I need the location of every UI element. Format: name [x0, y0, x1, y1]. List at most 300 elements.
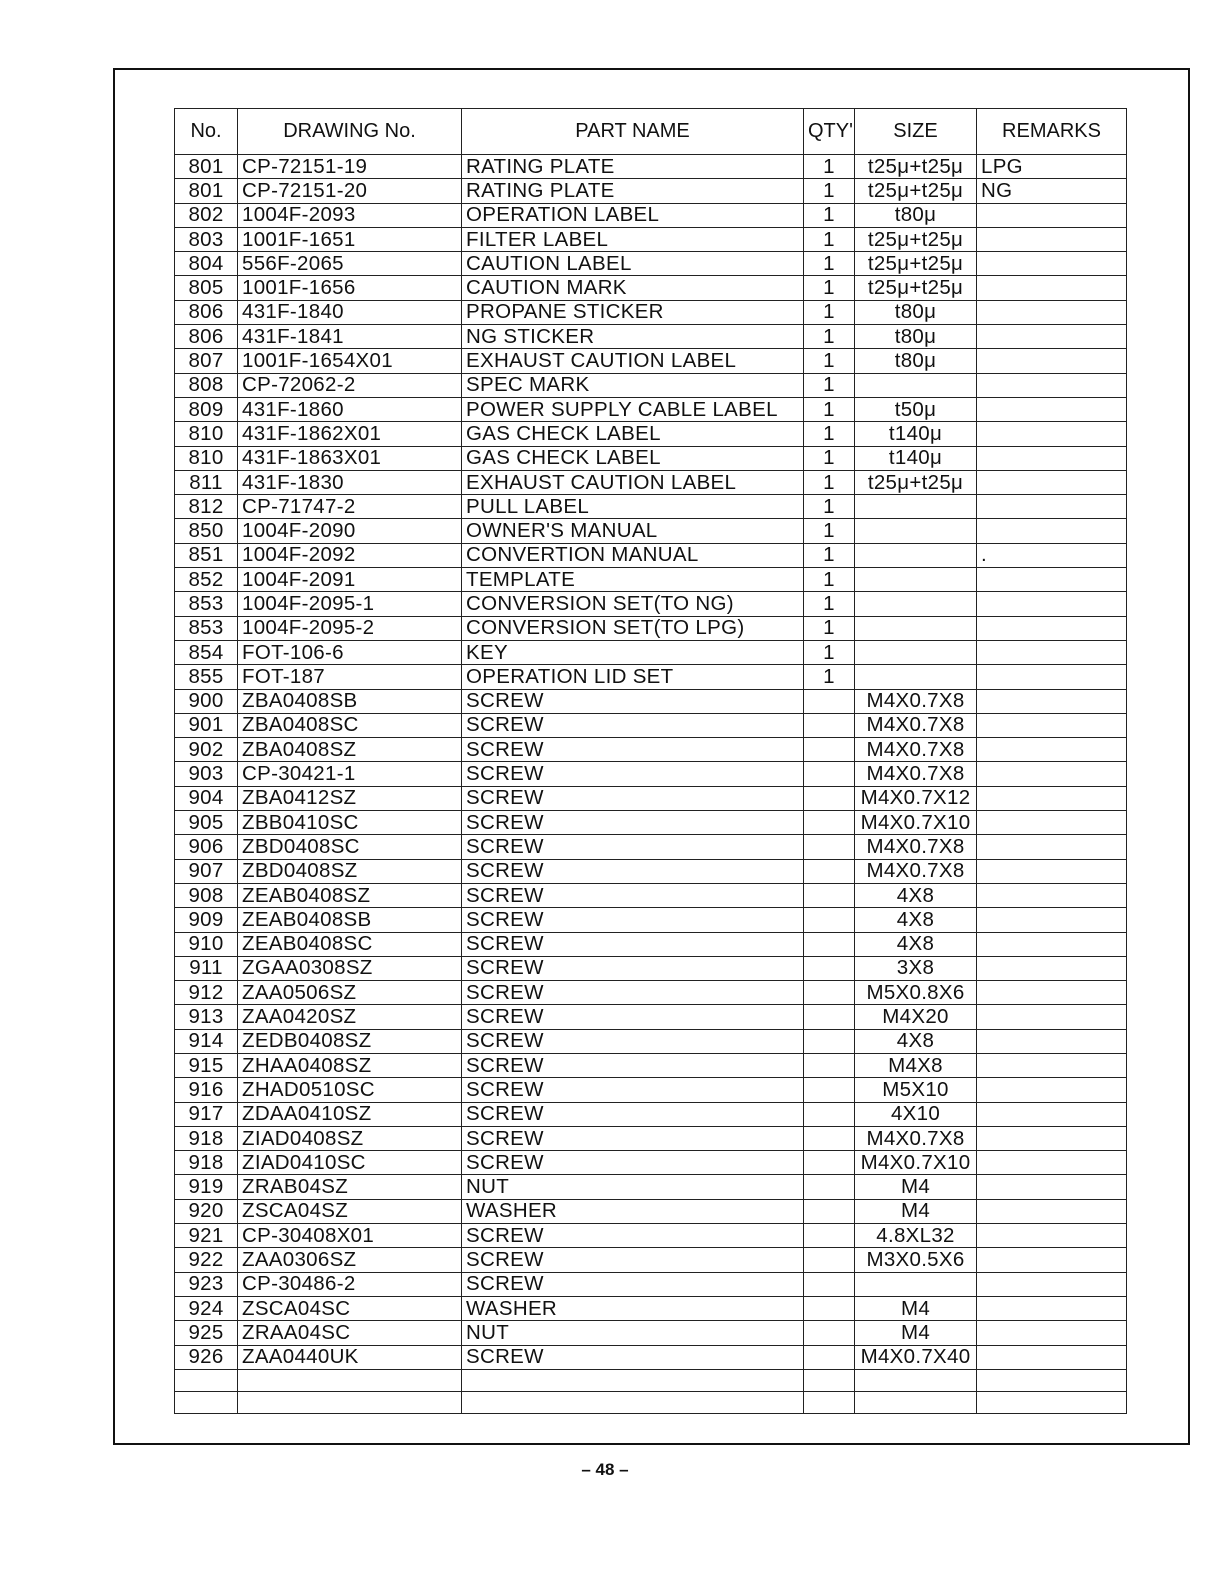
cell-qty [804, 859, 855, 883]
cell-remarks [977, 495, 1127, 519]
cell-size [855, 592, 977, 616]
table-row [175, 811, 1127, 835]
cell-remarks [977, 1272, 1127, 1296]
cell-part-name: WASHER [462, 1296, 804, 1320]
cell-part-name: SCREW [462, 1345, 804, 1369]
cell-drawing-no: ZSCA04SZ [238, 1199, 462, 1223]
cell-part-name: CONVERSION SET(TO LPG) [462, 616, 804, 640]
cell-size: 4X10 [855, 1102, 977, 1126]
cell-part-name: GAS CHECK LABEL [462, 446, 804, 470]
cell-remarks [977, 1248, 1127, 1272]
cell-remarks [977, 325, 1127, 349]
cell-remarks [977, 1102, 1127, 1126]
cell-part-name: WASHER [462, 1199, 804, 1223]
cell-size: t80μ [855, 349, 977, 373]
cell-qty: 1 [804, 300, 855, 324]
cell-row-no: 855 [175, 665, 238, 689]
cell-qty [804, 738, 855, 762]
cell-drawing-no: CP-72151-20 [238, 179, 462, 203]
cell-qty [804, 1053, 855, 1077]
cell-drawing-no: CP-30486-2 [238, 1272, 462, 1296]
table-row [175, 1272, 1127, 1296]
cell-remarks [977, 1005, 1127, 1029]
cell-qty [804, 932, 855, 956]
cell-qty [804, 1224, 855, 1248]
table-row [175, 446, 1127, 470]
cell-qty: 1 [804, 592, 855, 616]
cell-part-name: NUT [462, 1175, 804, 1199]
cell-row-no: 904 [175, 786, 238, 810]
cell-part-name: SCREW [462, 762, 804, 786]
cell-size [855, 616, 977, 640]
cell-qty [804, 835, 855, 859]
cell-part-name: SCREW [462, 883, 804, 907]
cell-row-no: 917 [175, 1102, 238, 1126]
table-row [175, 665, 1127, 689]
cell-size: M4X0.7X8 [855, 859, 977, 883]
table-row [175, 349, 1127, 373]
empty-cell [238, 1391, 462, 1413]
empty-cell [462, 1369, 804, 1391]
table-row [175, 276, 1127, 300]
table-row [175, 568, 1127, 592]
table-row [175, 883, 1127, 907]
cell-drawing-no: 431F-1830 [238, 470, 462, 494]
cell-qty [804, 981, 855, 1005]
table-row [175, 981, 1127, 1005]
cell-size: M5X10 [855, 1078, 977, 1102]
cell-qty: 1 [804, 227, 855, 251]
table-row [175, 1151, 1127, 1175]
cell-size [855, 543, 977, 567]
table-row [175, 325, 1127, 349]
cell-qty [804, 956, 855, 980]
cell-remarks [977, 1126, 1127, 1150]
cell-row-no: 806 [175, 325, 238, 349]
cell-qty: 1 [804, 179, 855, 203]
cell-size: t25μ+t25μ [855, 155, 977, 179]
cell-drawing-no: ZAA0506SZ [238, 981, 462, 1005]
table-row [175, 835, 1127, 859]
cell-drawing-no: ZAA0440UK [238, 1345, 462, 1369]
empty-cell [175, 1391, 238, 1413]
cell-part-name: SCREW [462, 1272, 804, 1296]
cell-drawing-no: FOT-106-6 [238, 640, 462, 664]
cell-drawing-no: ZBA0408SB [238, 689, 462, 713]
cell-drawing-no: ZEAB0408SZ [238, 883, 462, 907]
cell-qty: 1 [804, 665, 855, 689]
cell-part-name: SCREW [462, 1029, 804, 1053]
cell-part-name: OPERATION LABEL [462, 203, 804, 227]
table-row [175, 1175, 1127, 1199]
cell-part-name: CONVERTION MANUAL [462, 543, 804, 567]
cell-size: t140μ [855, 446, 977, 470]
cell-qty [804, 1272, 855, 1296]
table-row [175, 762, 1127, 786]
cell-drawing-no: ZBD0408SC [238, 835, 462, 859]
blank-row [175, 1391, 1127, 1413]
cell-size: M4X0.7X8 [855, 762, 977, 786]
cell-drawing-no: ZAA0420SZ [238, 1005, 462, 1029]
cell-row-no: 804 [175, 252, 238, 276]
table-header-row [175, 109, 1127, 155]
cell-qty: 1 [804, 203, 855, 227]
cell-row-no: 854 [175, 640, 238, 664]
header-part-name: PART NAME [462, 109, 804, 155]
cell-qty: 1 [804, 325, 855, 349]
table-row [175, 1005, 1127, 1029]
cell-drawing-no: ZHAD0510SC [238, 1078, 462, 1102]
cell-qty [804, 908, 855, 932]
cell-remarks [977, 1151, 1127, 1175]
cell-remarks [977, 592, 1127, 616]
cell-size: M4X20 [855, 1005, 977, 1029]
cell-drawing-no: 1001F-1654X01 [238, 349, 462, 373]
table-row [175, 495, 1127, 519]
empty-cell [855, 1391, 977, 1413]
cell-part-name: SCREW [462, 689, 804, 713]
table-row [175, 227, 1127, 251]
cell-part-name: SCREW [462, 1126, 804, 1150]
cell-part-name: SCREW [462, 859, 804, 883]
table-row [175, 252, 1127, 276]
cell-part-name: SCREW [462, 738, 804, 762]
cell-row-no: 920 [175, 1199, 238, 1223]
cell-drawing-no: 1004F-2090 [238, 519, 462, 543]
cell-row-no: 806 [175, 300, 238, 324]
cell-row-no: 922 [175, 1248, 238, 1272]
empty-cell [804, 1369, 855, 1391]
cell-size: M4X0.7X8 [855, 689, 977, 713]
cell-remarks [977, 1321, 1127, 1345]
table-row [175, 543, 1127, 567]
cell-drawing-no: ZIAD0408SZ [238, 1126, 462, 1150]
cell-qty: 1 [804, 252, 855, 276]
cell-part-name: SCREW [462, 713, 804, 737]
table-row [175, 1248, 1127, 1272]
cell-qty: 1 [804, 616, 855, 640]
cell-remarks [977, 300, 1127, 324]
cell-drawing-no: CP-72062-2 [238, 373, 462, 397]
table-row [175, 1078, 1127, 1102]
cell-remarks [977, 665, 1127, 689]
table-row [175, 1345, 1127, 1369]
table-row [175, 1053, 1127, 1077]
cell-part-name: SCREW [462, 1151, 804, 1175]
cell-qty [804, 1102, 855, 1126]
cell-qty: 1 [804, 568, 855, 592]
cell-drawing-no: CP-71747-2 [238, 495, 462, 519]
empty-cell [977, 1369, 1127, 1391]
cell-part-name: EXHAUST CAUTION LABEL [462, 470, 804, 494]
cell-size: M4 [855, 1199, 977, 1223]
cell-qty: 1 [804, 155, 855, 179]
cell-drawing-no: 431F-1862X01 [238, 422, 462, 446]
cell-remarks [977, 568, 1127, 592]
cell-part-name: PROPANE STICKER [462, 300, 804, 324]
cell-remarks [977, 811, 1127, 835]
cell-size: 4X8 [855, 883, 977, 907]
cell-row-no: 812 [175, 495, 238, 519]
cell-part-name: SCREW [462, 1102, 804, 1126]
cell-row-no: 905 [175, 811, 238, 835]
empty-cell [855, 1369, 977, 1391]
cell-row-no: 913 [175, 1005, 238, 1029]
cell-row-no: 809 [175, 397, 238, 421]
cell-remarks [977, 276, 1127, 300]
cell-row-no: 919 [175, 1175, 238, 1199]
cell-qty: 1 [804, 373, 855, 397]
cell-drawing-no: ZEAB0408SB [238, 908, 462, 932]
cell-part-name: FILTER LABEL [462, 227, 804, 251]
cell-qty [804, 883, 855, 907]
cell-size [855, 665, 977, 689]
cell-row-no: 901 [175, 713, 238, 737]
cell-drawing-no: 431F-1863X01 [238, 446, 462, 470]
cell-row-no: 925 [175, 1321, 238, 1345]
cell-row-no: 852 [175, 568, 238, 592]
empty-cell [462, 1391, 804, 1413]
cell-size: M4X0.7X8 [855, 1126, 977, 1150]
table-row [175, 1296, 1127, 1320]
cell-part-name: SCREW [462, 1248, 804, 1272]
cell-size: t25μ+t25μ [855, 276, 977, 300]
cell-remarks [977, 519, 1127, 543]
cell-size: M3X0.5X6 [855, 1248, 977, 1272]
cell-drawing-no: ZSCA04SC [238, 1296, 462, 1320]
cell-row-no: 921 [175, 1224, 238, 1248]
cell-row-no: 912 [175, 981, 238, 1005]
cell-remarks [977, 616, 1127, 640]
cell-part-name: SCREW [462, 981, 804, 1005]
cell-qty: 1 [804, 519, 855, 543]
cell-row-no: 918 [175, 1126, 238, 1150]
cell-qty: 1 [804, 397, 855, 421]
cell-qty: 1 [804, 470, 855, 494]
cell-part-name: RATING PLATE [462, 179, 804, 203]
cell-qty [804, 811, 855, 835]
cell-row-no: 918 [175, 1151, 238, 1175]
cell-part-name: CAUTION MARK [462, 276, 804, 300]
cell-row-no: 850 [175, 519, 238, 543]
header-qty: QTY' [804, 109, 855, 155]
cell-remarks [977, 786, 1127, 810]
cell-drawing-no: 431F-1840 [238, 300, 462, 324]
table-row [175, 592, 1127, 616]
cell-row-no: 801 [175, 155, 238, 179]
cell-remarks [977, 883, 1127, 907]
cell-row-no: 801 [175, 179, 238, 203]
empty-cell [175, 1369, 238, 1391]
cell-drawing-no: 431F-1841 [238, 325, 462, 349]
cell-drawing-no: 1004F-2095-2 [238, 616, 462, 640]
cell-remarks [977, 835, 1127, 859]
cell-qty: 1 [804, 640, 855, 664]
cell-remarks: LPG [977, 155, 1127, 179]
table-row [175, 738, 1127, 762]
table-row [175, 155, 1127, 179]
cell-qty [804, 1151, 855, 1175]
table-row [175, 397, 1127, 421]
cell-size: M4X0.7X10 [855, 1151, 977, 1175]
cell-size: t140μ [855, 422, 977, 446]
table-row [175, 689, 1127, 713]
cell-remarks [977, 762, 1127, 786]
cell-qty: 1 [804, 495, 855, 519]
cell-drawing-no: ZBA0408SC [238, 713, 462, 737]
cell-row-no: 803 [175, 227, 238, 251]
cell-qty [804, 1078, 855, 1102]
cell-drawing-no: ZBD0408SZ [238, 859, 462, 883]
cell-row-no: 810 [175, 446, 238, 470]
cell-remarks [977, 1175, 1127, 1199]
header-remarks: REMARKS [977, 109, 1127, 155]
cell-drawing-no: 1001F-1656 [238, 276, 462, 300]
cell-qty [804, 713, 855, 737]
cell-remarks [977, 640, 1127, 664]
cell-row-no: 916 [175, 1078, 238, 1102]
cell-drawing-no: ZGAA0308SZ [238, 956, 462, 980]
cell-remarks [977, 1053, 1127, 1077]
cell-part-name: PULL LABEL [462, 495, 804, 519]
blank-row [175, 1369, 1127, 1391]
cell-drawing-no: 1004F-2093 [238, 203, 462, 227]
cell-size: t25μ+t25μ [855, 252, 977, 276]
cell-size: 4X8 [855, 932, 977, 956]
cell-part-name: SCREW [462, 786, 804, 810]
cell-part-name: NUT [462, 1321, 804, 1345]
cell-part-name: GAS CHECK LABEL [462, 422, 804, 446]
cell-row-no: 808 [175, 373, 238, 397]
cell-size: M4X0.7X10 [855, 811, 977, 835]
cell-size: t25μ+t25μ [855, 227, 977, 251]
cell-remarks [977, 252, 1127, 276]
cell-part-name: SCREW [462, 908, 804, 932]
cell-remarks [977, 981, 1127, 1005]
cell-part-name: SCREW [462, 1053, 804, 1077]
cell-drawing-no: 1004F-2091 [238, 568, 462, 592]
cell-row-no: 911 [175, 956, 238, 980]
cell-remarks [977, 738, 1127, 762]
cell-drawing-no: 1001F-1651 [238, 227, 462, 251]
cell-size [855, 568, 977, 592]
cell-part-name: SCREW [462, 1078, 804, 1102]
table-row [175, 956, 1127, 980]
cell-qty [804, 1296, 855, 1320]
cell-drawing-no: ZAA0306SZ [238, 1248, 462, 1272]
table-row [175, 179, 1127, 203]
table-row [175, 908, 1127, 932]
cell-drawing-no: 1004F-2092 [238, 543, 462, 567]
cell-part-name: POWER SUPPLY CABLE LABEL [462, 397, 804, 421]
cell-size: t25μ+t25μ [855, 179, 977, 203]
cell-remarks [977, 1345, 1127, 1369]
cell-drawing-no: ZIAD0410SC [238, 1151, 462, 1175]
table-row [175, 300, 1127, 324]
cell-size [855, 495, 977, 519]
cell-drawing-no: ZBA0412SZ [238, 786, 462, 810]
cell-drawing-no: ZEDB0408SZ [238, 1029, 462, 1053]
cell-drawing-no: ZBB0410SC [238, 811, 462, 835]
cell-remarks [977, 956, 1127, 980]
cell-part-name: SCREW [462, 932, 804, 956]
cell-drawing-no: ZRAA04SC [238, 1321, 462, 1345]
cell-qty [804, 786, 855, 810]
cell-drawing-no: ZHAA0408SZ [238, 1053, 462, 1077]
cell-part-name: SCREW [462, 1224, 804, 1248]
empty-cell [238, 1369, 462, 1391]
cell-size [855, 373, 977, 397]
cell-row-no: 902 [175, 738, 238, 762]
cell-size [855, 1272, 977, 1296]
cell-drawing-no: ZDAA0410SZ [238, 1102, 462, 1126]
cell-part-name: SCREW [462, 956, 804, 980]
table-row [175, 422, 1127, 446]
cell-remarks [977, 203, 1127, 227]
cell-remarks [977, 908, 1127, 932]
cell-part-name: CONVERSION SET(TO NG) [462, 592, 804, 616]
cell-size: t80μ [855, 300, 977, 324]
header-size: SIZE [855, 109, 977, 155]
cell-remarks [977, 373, 1127, 397]
cell-qty [804, 762, 855, 786]
cell-part-name: SPEC MARK [462, 373, 804, 397]
cell-qty [804, 1248, 855, 1272]
cell-qty [804, 1126, 855, 1150]
cell-size: 4.8XL32 [855, 1224, 977, 1248]
cell-size: t25μ+t25μ [855, 470, 977, 494]
table-body [175, 155, 1127, 1414]
cell-qty [804, 689, 855, 713]
cell-row-no: 853 [175, 592, 238, 616]
cell-part-name: SCREW [462, 835, 804, 859]
cell-size: M4 [855, 1296, 977, 1320]
table-row [175, 1029, 1127, 1053]
cell-part-name: NG STICKER [462, 325, 804, 349]
cell-part-name: KEY [462, 640, 804, 664]
cell-size: M4X0.7X8 [855, 713, 977, 737]
cell-size: M4X0.7X8 [855, 835, 977, 859]
cell-remarks [977, 1224, 1127, 1248]
cell-remarks [977, 1029, 1127, 1053]
cell-remarks [977, 932, 1127, 956]
cell-part-name: SCREW [462, 1005, 804, 1029]
cell-remarks [977, 689, 1127, 713]
cell-size: M4X0.7X8 [855, 738, 977, 762]
cell-row-no: 810 [175, 422, 238, 446]
cell-row-no: 907 [175, 859, 238, 883]
cell-part-name: RATING PLATE [462, 155, 804, 179]
cell-remarks [977, 446, 1127, 470]
cell-row-no: 906 [175, 835, 238, 859]
cell-remarks: NG [977, 179, 1127, 203]
cell-drawing-no: 1004F-2095-1 [238, 592, 462, 616]
table-row [175, 1199, 1127, 1223]
cell-remarks [977, 1199, 1127, 1223]
cell-remarks [977, 470, 1127, 494]
cell-drawing-no: 556F-2065 [238, 252, 462, 276]
header-drawing-no: DRAWING No. [238, 109, 462, 155]
cell-remarks [977, 227, 1127, 251]
cell-qty: 1 [804, 276, 855, 300]
cell-part-name: SCREW [462, 811, 804, 835]
cell-size: t50μ [855, 397, 977, 421]
cell-row-no: 914 [175, 1029, 238, 1053]
page-number: – 48 – [581, 1460, 629, 1479]
cell-drawing-no: ZBA0408SZ [238, 738, 462, 762]
cell-row-no: 903 [175, 762, 238, 786]
cell-size: 4X8 [855, 908, 977, 932]
